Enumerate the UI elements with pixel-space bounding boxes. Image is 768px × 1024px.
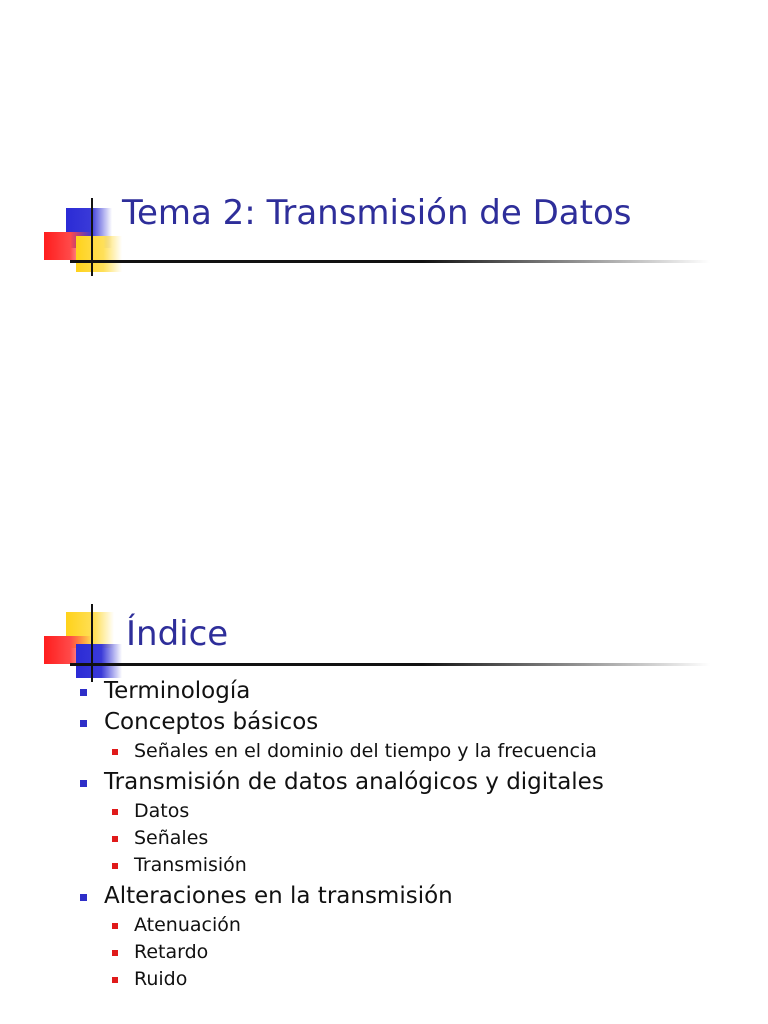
index-list xyxy=(78,676,604,993)
title-underline xyxy=(70,663,710,666)
square-bullet-icon xyxy=(80,894,87,901)
square-bullet-icon xyxy=(112,950,118,956)
square-bullet-icon xyxy=(80,780,87,787)
sub-list-item: Señales en el dominio del tiempo y la frecuencia xyxy=(78,738,604,765)
sub-list-item: Transmisión xyxy=(78,852,604,879)
list-item: Conceptos básicos xyxy=(78,707,604,738)
square-bullet-icon xyxy=(112,863,118,869)
sub-list-item: Atenuación xyxy=(78,912,604,939)
square-bullet-icon xyxy=(112,923,118,929)
list-item: Terminología xyxy=(78,676,604,707)
page-title: Tema 2: Transmisión de Datos xyxy=(122,193,632,233)
section-title: Índice xyxy=(126,614,229,654)
square-bullet-icon xyxy=(112,836,118,842)
sub-list-item: Ruido xyxy=(78,966,604,993)
slide-index xyxy=(0,512,768,1024)
sub-list-item: Datos xyxy=(78,798,604,825)
square-bullet-icon xyxy=(112,977,118,983)
list-item: Alteraciones en la transmisión xyxy=(78,881,604,912)
colored-squares-logo-icon xyxy=(44,198,134,288)
square-bullet-icon xyxy=(80,689,87,696)
title-underline xyxy=(70,260,710,263)
square-bullet-icon xyxy=(80,720,87,727)
square-bullet-icon xyxy=(112,809,118,815)
list-item: Transmisión de datos analógicos y digitales xyxy=(78,767,604,798)
square-bullet-icon xyxy=(112,749,118,755)
sub-list-item: Señales xyxy=(78,825,604,852)
sub-list-item: Retardo xyxy=(78,939,604,966)
